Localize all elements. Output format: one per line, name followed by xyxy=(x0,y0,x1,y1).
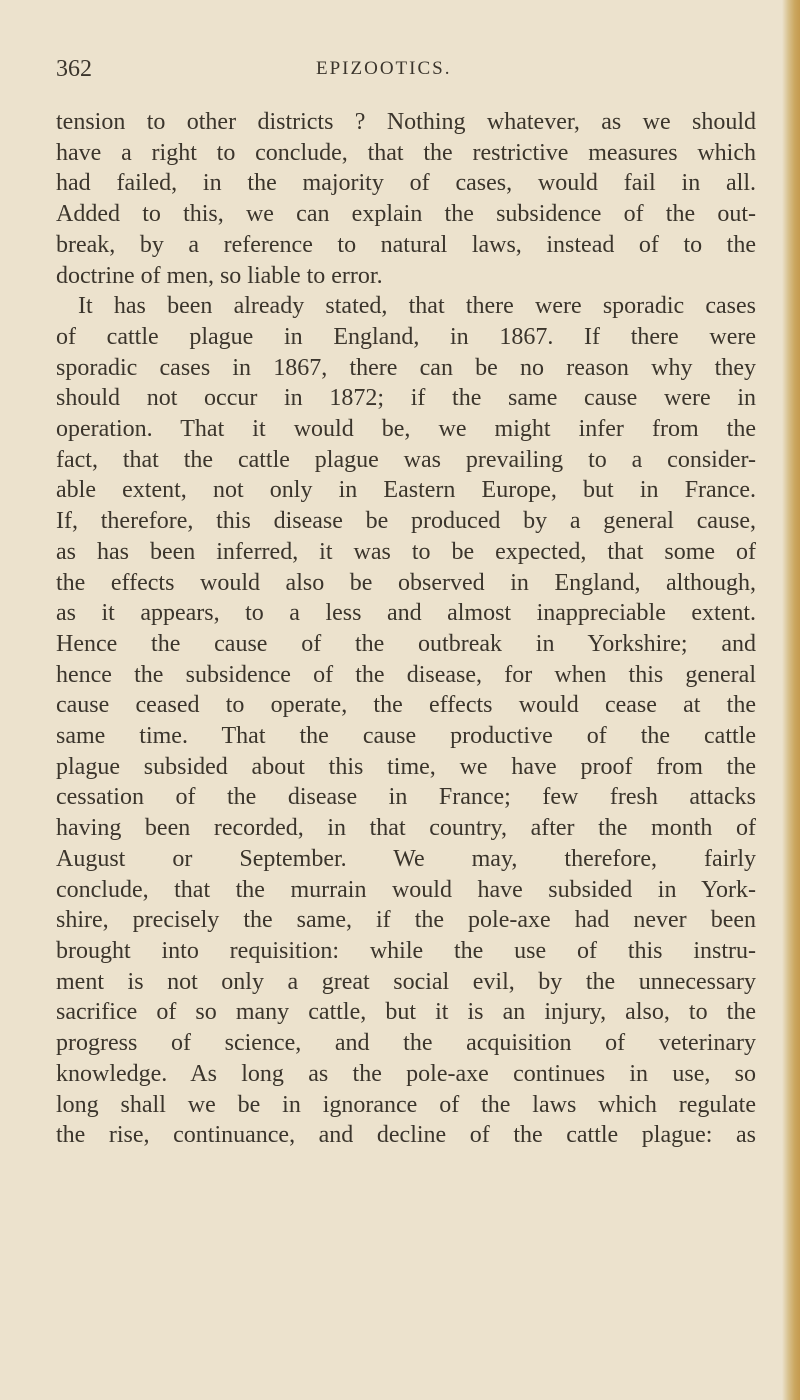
text-line: conclude, that the murrain would have subsided in York- xyxy=(56,876,756,903)
text-line: of cattle plague in England, in 1867. If there were xyxy=(56,323,756,350)
text-line: the effects would also be observed in England, although, xyxy=(56,569,756,596)
text-line: operation. That it would be, we might infer from the xyxy=(56,416,756,443)
text-line: long shall we be in ignorance of the laws which regulate xyxy=(56,1091,756,1118)
text-line: brought into requisition: while the use of this instru- xyxy=(56,937,756,964)
text-line: shire, precisely the same, if the pole-axe had never been xyxy=(56,907,756,934)
text-line: cause ceased to operate, the effects would cease at the xyxy=(56,692,756,719)
text-line: ment is not only a great social evil, by the unnecessary xyxy=(56,968,756,995)
text-line: as it appears, to a less and almost inappreciable extent. xyxy=(56,600,756,627)
body-text xyxy=(56,107,756,1151)
text-line: Hence the cause of the outbreak in Yorkshire; and xyxy=(56,630,756,657)
text-line: hence the subsidence of the disease, for when this general xyxy=(56,661,756,688)
text-line: Added to this, we can explain the subsidence of the out- xyxy=(56,201,756,228)
page-number: 362 xyxy=(56,56,92,82)
page-edge xyxy=(782,0,800,1400)
running-head xyxy=(56,56,756,90)
text-line: able extent, not only in Eastern Europe, but in France. xyxy=(56,477,756,504)
text-line: tension to other districts ? Nothing whatever, as we should xyxy=(56,109,756,135)
text-line: as has been inferred, it was to be expected, that some of xyxy=(56,538,756,565)
text-line: sacrifice of so many cattle, but it is an injury, also, to the xyxy=(56,999,756,1026)
text-line: plague subsided about this time, we have proof from the xyxy=(56,753,756,780)
text-line: fact, that the cattle plague was prevailing to a consider- xyxy=(56,446,756,473)
text-line: It has been already stated, that there were sporadic cases xyxy=(78,293,756,320)
text-line: have a right to conclude, that the restrictive measures which xyxy=(56,139,756,166)
running-title: EPIZOOTICS. xyxy=(316,58,452,79)
text-line: cessation of the disease in France; few fresh attacks xyxy=(56,784,756,811)
text-line: doctrine of men, so liable to error. xyxy=(56,262,383,289)
text-line: the rise, continuance, and decline of the cattle plague: as xyxy=(56,1122,756,1149)
text-line: progress of science, and the acquisition of veterinary xyxy=(56,1030,756,1057)
text-line: August or September. We may, therefore, fairly xyxy=(56,845,756,872)
text-line: having been recorded, in that country, after the month of xyxy=(56,815,756,842)
text-line: had failed, in the majority of cases, would fail in all. xyxy=(56,170,756,197)
text-line: should not occur in 1872; if the same cause were in xyxy=(56,385,756,412)
text-line: same time. That the cause productive of the cattle xyxy=(56,723,756,750)
text-line: knowledge. As long as the pole-axe continues in use, so xyxy=(56,1060,756,1087)
text-line: break, by a reference to natural laws, instead of to the xyxy=(56,231,756,258)
text-line: If, therefore, this disease be produced by a general cause, xyxy=(56,508,756,535)
text-line: sporadic cases in 1867, there can be no reason why they xyxy=(56,354,756,381)
